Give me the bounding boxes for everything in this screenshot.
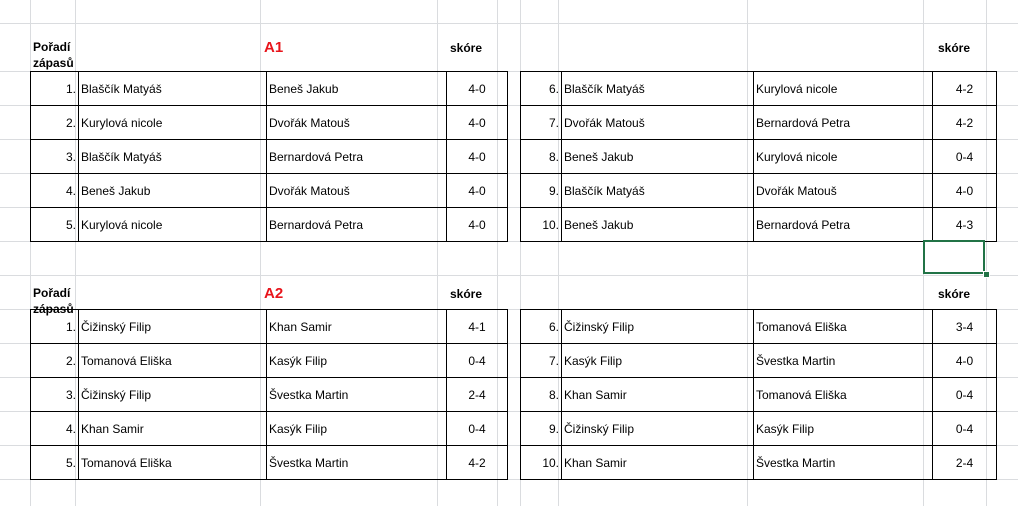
match-number[interactable]: 10. xyxy=(521,446,562,480)
score-cell[interactable]: 4-0 xyxy=(447,140,508,174)
score-cell[interactable]: 4-0 xyxy=(933,174,997,208)
score-cell[interactable]: 4-3 xyxy=(933,208,997,242)
match-number[interactable]: 8. xyxy=(521,140,562,174)
player-one-cell[interactable]: Blaščík Matyáš xyxy=(562,174,754,208)
player-one-cell[interactable]: Blaščík Matyáš xyxy=(79,140,267,174)
match-row xyxy=(521,344,997,378)
group-label: A2 xyxy=(264,285,284,302)
match-number[interactable]: 7. xyxy=(521,344,562,378)
score-header: skóre xyxy=(450,41,483,55)
player-two-cell[interactable]: Švestka Martin xyxy=(754,446,933,480)
matches-table-right xyxy=(520,71,997,242)
match-number[interactable]: 9. xyxy=(521,174,562,208)
player-two-cell[interactable]: Kasýk Filip xyxy=(754,412,933,446)
player-one-cell[interactable]: Tomanová Eliška xyxy=(79,344,267,378)
match-row xyxy=(521,208,997,242)
player-two-cell[interactable]: Tomanová Eliška xyxy=(754,378,933,412)
match-row xyxy=(521,446,997,480)
match-row xyxy=(521,140,997,174)
player-one-cell[interactable]: Dvořák Matouš xyxy=(562,106,754,140)
player-two-cell[interactable]: Khan Samir xyxy=(267,310,447,344)
match-row xyxy=(521,378,997,412)
match-number[interactable]: 8. xyxy=(521,378,562,412)
score-cell[interactable]: 0-4 xyxy=(933,378,997,412)
player-one-cell[interactable]: Čižinský Filip xyxy=(79,310,267,344)
score-cell[interactable]: 2-4 xyxy=(933,446,997,480)
match-number[interactable]: 2. xyxy=(31,344,79,378)
score-cell[interactable]: 4-2 xyxy=(447,446,508,480)
player-two-cell[interactable]: Kurylová nicole xyxy=(754,72,933,106)
match-row xyxy=(521,72,997,106)
player-one-cell[interactable]: Beneš Jakub xyxy=(562,208,754,242)
player-two-cell[interactable]: Bernardová Petra xyxy=(754,106,933,140)
score-cell[interactable]: 4-0 xyxy=(933,344,997,378)
match-number[interactable]: 5. xyxy=(31,446,79,480)
matches-table-right xyxy=(520,309,997,480)
match-number[interactable]: 1. xyxy=(31,310,79,344)
player-two-cell[interactable]: Beneš Jakub xyxy=(267,72,447,106)
player-one-cell[interactable]: Blaščík Matyáš xyxy=(79,72,267,106)
matches-table-left xyxy=(30,309,508,480)
score-cell[interactable]: 0-4 xyxy=(447,412,508,446)
score-cell[interactable]: 0-4 xyxy=(447,344,508,378)
matches-table-left xyxy=(30,71,508,242)
match-row xyxy=(31,106,508,140)
player-one-cell[interactable]: Kasýk Filip xyxy=(562,344,754,378)
match-row xyxy=(31,174,508,208)
group-label: A1 xyxy=(264,39,284,56)
player-two-cell[interactable]: Tomanová Eliška xyxy=(754,310,933,344)
player-two-cell[interactable]: Kurylová nicole xyxy=(754,140,933,174)
score-cell[interactable]: 0-4 xyxy=(933,412,997,446)
player-one-cell[interactable]: Beneš Jakub xyxy=(79,174,267,208)
match-number[interactable]: 7. xyxy=(521,106,562,140)
score-header-right: skóre xyxy=(938,287,971,301)
player-one-cell[interactable]: Tomanová Eliška xyxy=(79,446,267,480)
player-two-cell[interactable]: Kasýk Filip xyxy=(267,344,447,378)
match-row xyxy=(31,378,508,412)
player-one-cell[interactable]: Khan Samir xyxy=(562,378,754,412)
match-row xyxy=(521,412,997,446)
player-two-cell[interactable]: Bernardová Petra xyxy=(267,208,447,242)
match-row xyxy=(521,106,997,140)
fill-handle[interactable] xyxy=(983,271,990,278)
player-one-cell[interactable]: Čižinský Filip xyxy=(562,412,754,446)
player-two-cell[interactable]: Bernardová Petra xyxy=(754,208,933,242)
match-number[interactable]: 4. xyxy=(31,412,79,446)
match-row xyxy=(31,208,508,242)
score-cell[interactable]: 4-2 xyxy=(933,72,997,106)
match-number[interactable]: 3. xyxy=(31,140,79,174)
score-cell[interactable]: 4-0 xyxy=(447,174,508,208)
score-cell[interactable]: 2-4 xyxy=(447,378,508,412)
match-row xyxy=(31,344,508,378)
score-cell[interactable]: 4-2 xyxy=(933,106,997,140)
match-row xyxy=(31,140,508,174)
match-number[interactable]: 4. xyxy=(31,174,79,208)
score-cell[interactable]: 4-0 xyxy=(447,208,508,242)
score-cell[interactable]: 4-0 xyxy=(447,106,508,140)
match-number[interactable]: 5. xyxy=(31,208,79,242)
player-one-cell[interactable]: Kurylová nicole xyxy=(79,208,267,242)
player-one-cell[interactable]: Blaščík Matyáš xyxy=(562,72,754,106)
player-two-cell[interactable]: Dvořák Matouš xyxy=(267,174,447,208)
match-number[interactable]: 3. xyxy=(31,378,79,412)
match-number[interactable]: 2. xyxy=(31,106,79,140)
player-two-cell[interactable]: Švestka Martin xyxy=(754,344,933,378)
score-header-right: skóre xyxy=(938,41,971,55)
match-row xyxy=(31,412,508,446)
block-title: Pořadí zápasů xyxy=(33,40,74,70)
score-cell[interactable]: 4-1 xyxy=(447,310,508,344)
player-one-cell[interactable]: Kurylová nicole xyxy=(79,106,267,140)
player-one-cell[interactable]: Khan Samir xyxy=(79,412,267,446)
player-two-cell[interactable]: Švestka Martin xyxy=(267,378,447,412)
player-two-cell[interactable]: Dvořák Matouš xyxy=(267,106,447,140)
player-one-cell[interactable]: Khan Samir xyxy=(562,446,754,480)
match-number[interactable]: 6. xyxy=(521,72,562,106)
match-row xyxy=(31,310,508,344)
selected-cell[interactable] xyxy=(923,240,985,274)
player-two-cell[interactable]: Bernardová Petra xyxy=(267,140,447,174)
player-two-cell[interactable]: Kasýk Filip xyxy=(267,412,447,446)
match-number[interactable]: 1. xyxy=(31,72,79,106)
player-one-cell[interactable]: Čižinský Filip xyxy=(79,378,267,412)
block-title: Pořadí zápasů xyxy=(33,286,74,316)
score-cell[interactable]: 4-0 xyxy=(447,72,508,106)
match-number[interactable]: 6. xyxy=(521,310,562,344)
player-one-cell[interactable]: Beneš Jakub xyxy=(562,140,754,174)
player-one-cell[interactable]: Čižinský Filip xyxy=(562,310,754,344)
match-row xyxy=(521,310,997,344)
match-row xyxy=(31,446,508,480)
player-two-cell[interactable]: Dvořák Matouš xyxy=(754,174,933,208)
score-cell[interactable]: 0-4 xyxy=(933,140,997,174)
match-number[interactable]: 10. xyxy=(521,208,562,242)
match-row xyxy=(521,174,997,208)
score-header: skóre xyxy=(450,287,483,301)
match-number[interactable]: 9. xyxy=(521,412,562,446)
match-row xyxy=(31,72,508,106)
score-cell[interactable]: 3-4 xyxy=(933,310,997,344)
player-two-cell[interactable]: Švestka Martin xyxy=(267,446,447,480)
